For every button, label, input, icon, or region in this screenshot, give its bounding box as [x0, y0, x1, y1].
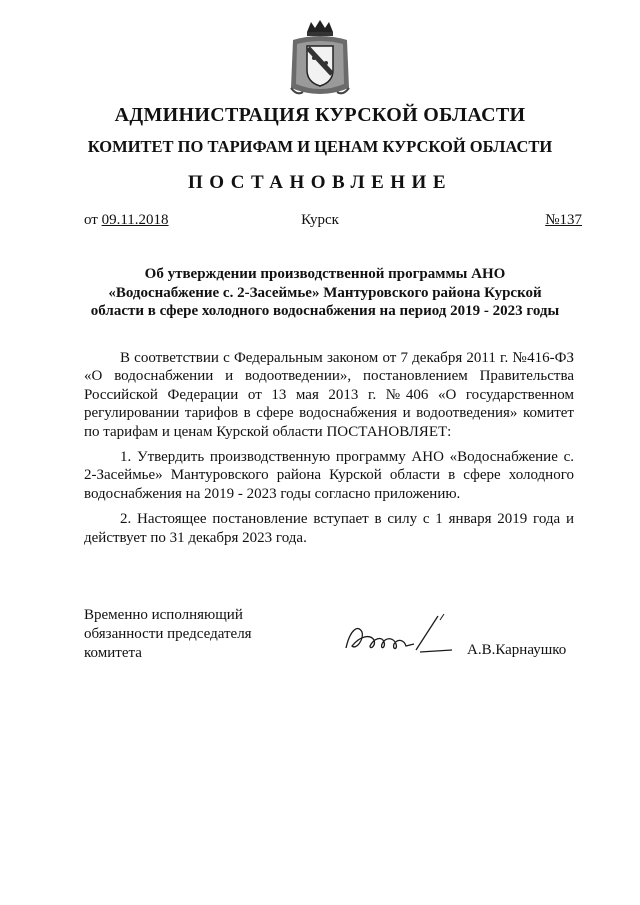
date-value: 09.11.2018 [101, 212, 169, 228]
handwritten-signature [340, 610, 460, 660]
position-line: обязанности председателя [84, 626, 252, 642]
preamble-paragraph: В соответствии с Федеральным законом от 7 декабря 2011 г. №416-ФЗ «О водоснабжении и водоотведении», постановлением Правительства Российской Федерации от 13 мая 2013 г. №406 «О государственном регулировании тарифов в сфере водоснабжения и водоотведения» комитет по тарифам и ценам Курской области ПОСТАНОВЛЯЕТ: [84, 350, 574, 440]
position-line: комитета [84, 645, 142, 661]
signatory-position [84, 606, 324, 663]
committee-heading: КОМИТЕТ ПО ТАРИФАМ И ЦЕНАМ КУРСКОЙ ОБЛАСТИ [87, 137, 553, 156]
administration-heading: АДМИНИСТРАЦИЯ КУРСКОЙ ОБЛАСТИ [114, 104, 526, 126]
resolution-item-2: 2. Настоящее постановление вступает в силу с 1 января 2019 года и действует по 31 декабря 2023 года. [84, 511, 574, 546]
coat-of-arms-icon [287, 18, 353, 100]
document-number: №137 [545, 212, 582, 228]
date-prefix: от [84, 212, 98, 228]
document-type-heading: ПОСТАНОВЛЕНИЕ [187, 172, 453, 193]
document-subject: Об утверждении производственной программы АНО «Водоснабжение с. 2-Засеймье» Мантуровского района Курской области в сфере холодного водоснабжения на период 2019 - 2023 годы [90, 266, 560, 319]
resolution-item-1: 1. Утвердить производственную программу АНО «Водоснабжение с. 2-Засеймье» Мантуровского района Курской области в сфере холодного водоснабжения на 2019 - 2023 годы согласно приложению. [84, 449, 574, 502]
signer-name: А.В.Карнаушко [467, 642, 567, 658]
document-body [84, 349, 574, 547]
document-city: Курск [301, 212, 339, 228]
position-line: Временно исполняющий [84, 607, 243, 623]
